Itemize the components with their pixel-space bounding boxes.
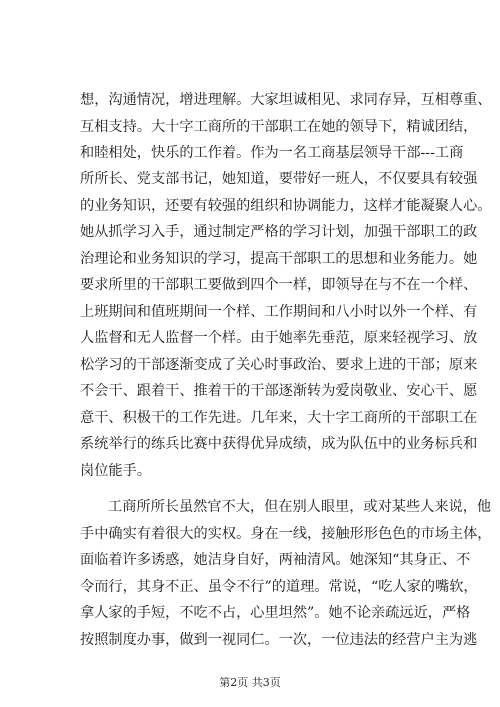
text-line: 想，沟通情况，增进理解。大家坦诚相见、求同存异，互相尊重、 [80,92,492,108]
text-line: 互相支持。大十字工商所的干部职工在她的领导下，精诚团结， [80,119,478,135]
text-line: 上班期间和值班期间一个样、工作期间和八小时以外一个样、有 [80,304,478,320]
text-line: 所所长、党支部书记，她知道，要带好一班人，不仅要具有较强 [80,171,478,187]
text-line: 令而行，其身不正、虽令不行”的道理。常说，“吃人家的嘴软， [80,579,478,595]
text-line: 手中确实有着很大的实权。身在一线，接触形形色色的市场主体， [80,526,492,542]
text-line: 工商所所长虽然官不大，但在别人眼里，或对某些人来说，他 [108,499,492,515]
text-line: 她从抓学习入手，通过制定严格的学习计划，加强干部职工的政 [80,224,478,240]
text-line: 治理论和业务知识的学习，提高干部职工的思想和业务能力。她 [80,251,478,267]
text-line: 拿人家的手短，不吃不占，心里坦然”。她不论亲疏远近，严格 [80,605,471,621]
text-line: 岗位能手。 [80,463,151,479]
text-line: 的业务知识，还要有较强的组织和协调能力，这样才能凝聚人心。 [80,198,492,214]
text-line: 意干、积极干的工作先进。几年来，大十字工商所的干部职工在 [80,410,478,426]
text-line: 不会干、跟着干、推着干的干部逐渐转为爱岗敬业、安心干、愿 [80,383,478,399]
text-line: 要求所里的干部职工要做到四个一样，即领导在与不在一个样、 [80,277,478,293]
text-line: 和睦相处，快乐的工作着。作为一名工商基层领导干部---工商 [80,145,464,161]
text-line: 按照制度办事，做到一视同仁。一次，一位违法的经营户主为逃 [80,632,478,648]
page-footer: 第2页 共3页 [219,676,281,689]
text-line: 人监督和无人监督一个样。由于她率先垂范，原来轻视学习、放 [80,330,478,346]
text-line: 系统举行的练兵比赛中获得优异成绩，成为队伍中的业务标兵和 [80,436,478,452]
text-line: 面临着许多诱惑，她洁身自好，两袖清风。她深知“其身正、不 [80,552,471,568]
text-line: 松学习的干部逐渐变成了关心时事政治、要求上进的干部；原来 [80,357,478,373]
